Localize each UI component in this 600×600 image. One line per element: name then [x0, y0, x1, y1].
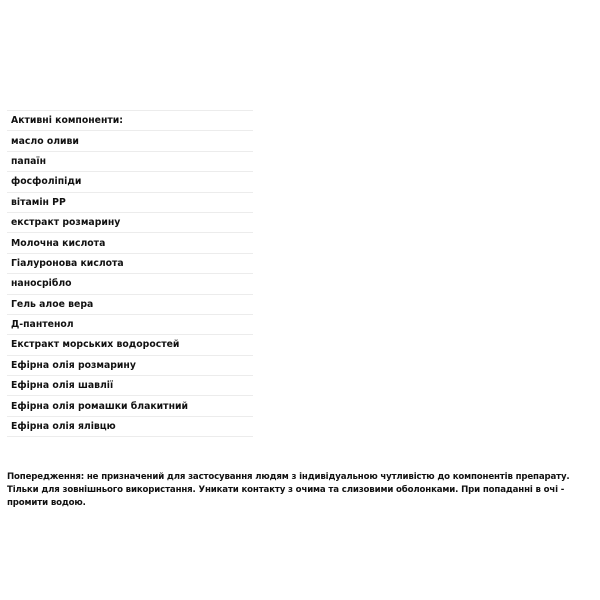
ingredient-item: масло оливи [7, 131, 253, 151]
ingredient-item: вітамін РР [7, 193, 253, 213]
ingredient-item: фосфоліпіди [7, 172, 253, 192]
ingredient-item: Ефірна олія розмарину [7, 356, 253, 376]
ingredient-item: папаїн [7, 152, 253, 172]
ingredients-table [7, 110, 253, 437]
ingredient-item: Ефірна олія ромашки блакитний [7, 396, 253, 416]
ingredient-item: Молочна кислота [7, 233, 253, 253]
warning-text: Попередження: не призначений для застосування людям з індивідуальною чутливістю до компонентів препарату. Тільки для зовнішнього використання. Уникати контакту з очима та слизовими оболонками. При попаданні в очі - промити водою. [7, 471, 570, 508]
ingredient-item: Д-пантенол [7, 315, 253, 335]
ingredients-heading: Активні компоненти: [7, 111, 253, 131]
ingredient-item: екстракт розмарину [7, 213, 253, 233]
ingredient-item: Екстракт морських водоростей [7, 335, 253, 355]
ingredient-item: Ефірна олія шавлії [7, 376, 253, 396]
ingredient-item: Гель алое вера [7, 295, 253, 315]
ingredient-item: Гіалуронова кислота [7, 254, 253, 274]
ingredient-item: наносрібло [7, 274, 253, 294]
ingredient-item: Ефірна олія ялівцю [7, 417, 253, 437]
